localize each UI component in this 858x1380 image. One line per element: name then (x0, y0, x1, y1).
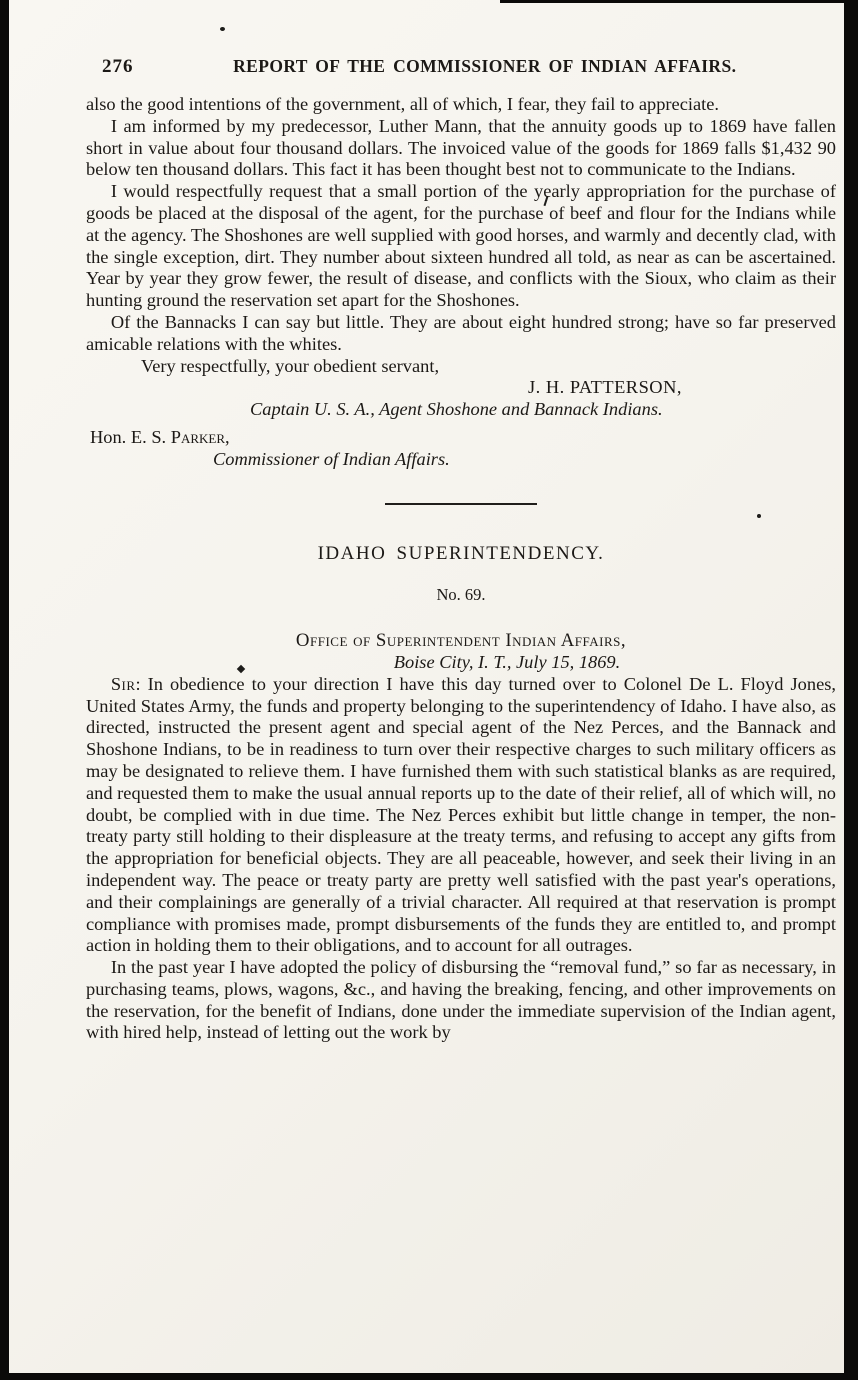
paragraph: In the past year I have adopted the policy of disbursing the “removal fund,” so far as necessary, in purchasing teams, plows, wagons, &c., and having the breaking, fencing, and other improvements on the reservation, for the benefit of Indians, done under the immediate supervision of the Indian agent, with hired help, instead of letting out the work by (86, 957, 836, 1043)
scan-edge-left (0, 0, 9, 1380)
signature-title: Captain U. S. A., Agent Shoshone and Bannack Indians. (250, 399, 663, 420)
running-header (86, 56, 836, 78)
section-divider (385, 503, 537, 505)
addressee-prefix: Hon. (90, 426, 127, 447)
paragraph: I am informed by my predecessor, Luther Mann, that the annuity goods up to 1869 have fallen short in value about four thousand dollars. The invoiced value of the goods for 1869 falls $1,432 90 below ten thousand dollars. This fact it has been thought best not to communicate to the Indians. (86, 115, 836, 180)
running-header-title: REPORT OF THE COMMISSIONER OF INDIAN AFFAIRS. (233, 56, 737, 76)
scan-speck (220, 27, 225, 31)
page-number: 276 (102, 56, 134, 77)
paragraph (86, 674, 836, 957)
scan-edge-right (844, 0, 858, 1380)
dateline: Boise City, I. T., July 15, 1869. (393, 651, 621, 672)
document-body (86, 94, 836, 1044)
addressee-title: Commissioner of Indian Affairs. (213, 448, 450, 469)
scan-edge-top (500, 0, 844, 3)
section-heading: IDAHO SUPERINTENDENCY. (317, 542, 605, 564)
office-line: Office of Superintendent Indian Affairs, (295, 630, 627, 652)
addressee-name: E. S. Parker, (130, 426, 230, 447)
signature-name: J. H. PATTERSON, (528, 377, 682, 398)
paragraph: also the good intentions of the government, all of which, I fear, they fail to appreciate. (86, 94, 720, 114)
valediction: Very respectfully, your obedient servant, (141, 355, 440, 376)
page-content (86, 56, 836, 1044)
salutation: Sir: (110, 673, 142, 694)
paragraph-text: In obedience to your direction I have this day turned over to Colonel De L. Floyd Jones, United States Army, the funds and property belonging to the superintendency of Idaho. I have also, as directed, instructed the present agent and special agent of the Nez Perces, and the Bannack and Shoshone Indians, to be in readiness to turn over their respective charges to such military officers as may be designated to relieve them. I have furnished them with such statistical blanks as are required, and requested them to make the usual annual reports up to the date of their relief, all of which will, no doubt, be complied with in due time. The Nez Perces exhibit but little change in temper, the non-treaty party still holding to their displeasure at the treaty terms, and refusing to accept any gifts from the appropriation for beneficial objects. They are all peaceable, however, and seek their living in an independent way. The peace or treaty party are pretty well satisfied with the past year's operations, and their complainings are generally of a trivial character. All required at that reservation is prompt compliance with promises made, prompt disbursements of the funds they are entitled to, and prompt action in holding them to their obligations, and to account for all outrages. (86, 673, 836, 956)
addressee (90, 427, 836, 449)
scan-edge-bottom (0, 1373, 858, 1380)
report-number: No. 69. (436, 585, 486, 605)
paragraph: Of the Bannacks I can say but little. They are about eight hundred strong; have so far preserved amicable relations with the whites. (86, 311, 836, 354)
paragraph: I would respectfully request that a small portion of the yearly appropriation for the purchase of goods be placed at the disposal of the agent, for the purchase of beef and flour for the Indians while at the agency. The Shoshones are well supplied with good horses, and warmly and decently clad, with the single exception, dirt. They number about sixteen hundred all told, as near as can be ascertained. Year by year they grow fewer, the result of disease, and conflicts with the Sioux, who claim as their hunting ground the reservation set apart for the Shoshones. (86, 181, 836, 311)
